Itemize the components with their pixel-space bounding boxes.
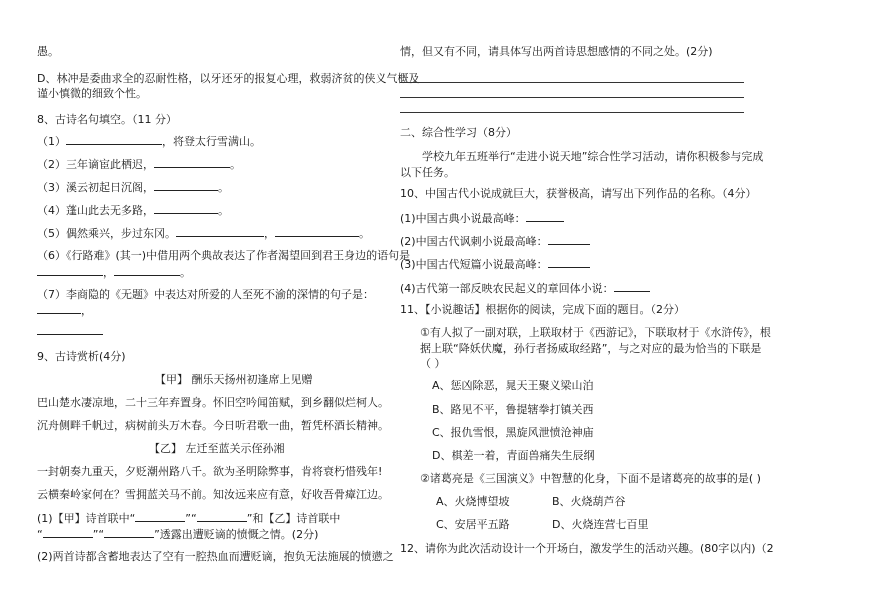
poem-jia-title: 【甲】 酬乐天扬州初逢席上见赠 [155, 373, 313, 386]
question-9-heading: 9、古诗赏析(4分) [37, 350, 126, 363]
zhuge-option-a[interactable]: A、火烧博望坡 [436, 495, 510, 508]
answer-blank[interactable] [135, 511, 185, 522]
answer-blank[interactable] [614, 281, 650, 292]
option-d-line1: D、林冲是委曲求全的忍耐性格，以牙还牙的报复心理，救弱济贫的侠义气概及 [37, 72, 420, 85]
answer-line[interactable] [400, 112, 744, 113]
option-d-line2: 谨小慎微的细致个性。 [37, 87, 147, 100]
answer-blank[interactable] [548, 257, 590, 268]
answer-bracket[interactable]: （ ） [420, 357, 446, 370]
poem-fill-4: （4）蓬山此去无多路， 。 [37, 204, 229, 217]
answer-blank[interactable] [37, 265, 103, 276]
poem-fill-7-blank1: ， [37, 303, 92, 318]
subquestion-1-line1: (1)【甲】诗首联中“ ”“ ”和【乙】诗首联中 [37, 512, 341, 525]
couplet-question-line1: ①有人拟了一副对联，上联取材于《西游记》，下联取材于《水浒传》，根 [420, 326, 771, 339]
carry-over-text: 愚。 [37, 45, 59, 58]
poem-jia-line2: 沉舟侧畔千帆过，病树前头万木春。今日听君歌一曲，暂凭杯酒长精神。 [37, 419, 389, 432]
answer-blank[interactable] [176, 226, 264, 237]
poem-fill-5: （5）偶然乘兴，步过东冈。 ， 。 [37, 227, 370, 240]
poem-fill-7-blank2 [37, 324, 103, 339]
poem-yi-title: 【乙】 左迁至蓝关示侄孙湘 [149, 442, 285, 455]
answer-blank[interactable] [526, 211, 564, 222]
zhuge-option-c[interactable]: C、安居平五路 [436, 518, 510, 531]
subquestion-2: (2)两首诗都含蓄地表达了空有一腔热血而遭贬谪，抱负无法施展的愤懑之 [37, 550, 394, 563]
answer-line[interactable] [400, 97, 744, 98]
answer-line[interactable] [400, 82, 744, 83]
answer-blank[interactable] [154, 203, 218, 214]
option-d[interactable]: D、棋差一着，青面兽痛失生辰纲 [432, 449, 595, 462]
zhuge-option-d[interactable]: D、火烧连营七百里 [552, 518, 649, 531]
option-b[interactable]: B、路见不平，鲁提辖拳打镇关西 [432, 403, 594, 416]
answer-blank[interactable] [275, 226, 359, 237]
novel-fill-4: (4)古代第一部反映农民起义的章回体小说： [400, 281, 650, 296]
answer-blank[interactable] [104, 527, 154, 538]
section-2-heading: 二、综合性学习（8分） [400, 126, 517, 139]
zhuge-option-b[interactable]: B、火烧葫芦谷 [552, 495, 626, 508]
question-8-heading: 8、古诗名句填空。（11 分） [37, 113, 177, 126]
novel-fill-2: (2)中国古代讽刺小说最高峰： [400, 234, 590, 249]
section-intro-line1: 学校九年五班举行“走进小说天地”综合性学习活动，请你积极参与完成 [422, 150, 764, 163]
poem-fill-2: （2）三年谪宦此栖迟， 。 [37, 158, 241, 171]
question-11-heading: 11、【小说趣话】根据你的阅读，完成下面的题目。（2分） [400, 303, 685, 316]
answer-blank[interactable] [37, 324, 103, 335]
novel-fill-3: (3)中国古代短篇小说最高峰： [400, 257, 590, 272]
answer-blank[interactable] [548, 234, 590, 245]
poem-fill-6: （6）《行路难》(其一)中借用两个典故表达了作者渴望回到君王身边的语句是 [37, 249, 411, 262]
poem-fill-7: （7）李商隐的《无题》中表达对所爱的人至死不渝的深情的句子是： [37, 288, 374, 301]
option-a[interactable]: A、惩凶除恶，晁天王聚义梁山泊 [432, 379, 594, 392]
section-intro-line2: 以下任务。 [400, 166, 455, 179]
answer-blank[interactable] [43, 527, 93, 538]
poem-yi-line1: 一封朝奏九重天，夕贬潮州路八千。欲为圣明除弊事，肯将衰朽惜残年! [37, 465, 383, 478]
option-c[interactable]: C、报仇雪恨，黑旋风泄愤沧神庙 [432, 426, 594, 439]
answer-blank[interactable] [37, 303, 81, 314]
poem-jia-line1: 巴山楚水凄凉地，二十三年弃置身。怀旧空吟闻笛赋，到乡翻似烂柯人。 [37, 396, 389, 409]
subquestion-1-line2: “ ”“ ”透露出遭贬谪的愤慨之情。(2分) [37, 528, 319, 541]
poem-fill-3: （3）溪云初起日沉阁， 。 [37, 181, 229, 194]
question-12-heading: 12、请你为此次活动设计一个开场白，激发学生的活动兴趣。(80字以内)（2 [400, 542, 774, 555]
answer-blank[interactable] [114, 265, 180, 276]
poem-yi-line2: 云横秦岭家何在？雪拥蓝关马不前。知汝远来应有意，好收吾骨瘴江边。 [37, 488, 389, 501]
poem-fill-6-blanks: ， 。 [37, 265, 191, 280]
carry-over-question: 情，但又有不同，请具体写出两首诗思想感情的不同之处。(2分) [400, 45, 713, 58]
answer-blank[interactable] [154, 157, 230, 168]
question-10-heading: 10、中国古代小说成就巨大，获誉极高，请写出下列作品的名称。（4分） [400, 187, 757, 200]
couplet-question-line2: 据上联“降妖伏魔，孙行者扬威取经路”，与之对应的最为恰当的下联是 [420, 342, 762, 355]
novel-fill-1: (1)中国古典小说最高峰： [400, 211, 564, 226]
answer-blank[interactable] [197, 511, 247, 522]
poem-fill-1: （1） ，将登太行雪满山。 [37, 135, 261, 148]
zhuge-question: ②诸葛亮是《三国演义》中智慧的化身，下面不是诸葛亮的故事的是( ) [420, 472, 761, 485]
answer-blank[interactable] [66, 134, 162, 145]
answer-blank[interactable] [154, 180, 218, 191]
